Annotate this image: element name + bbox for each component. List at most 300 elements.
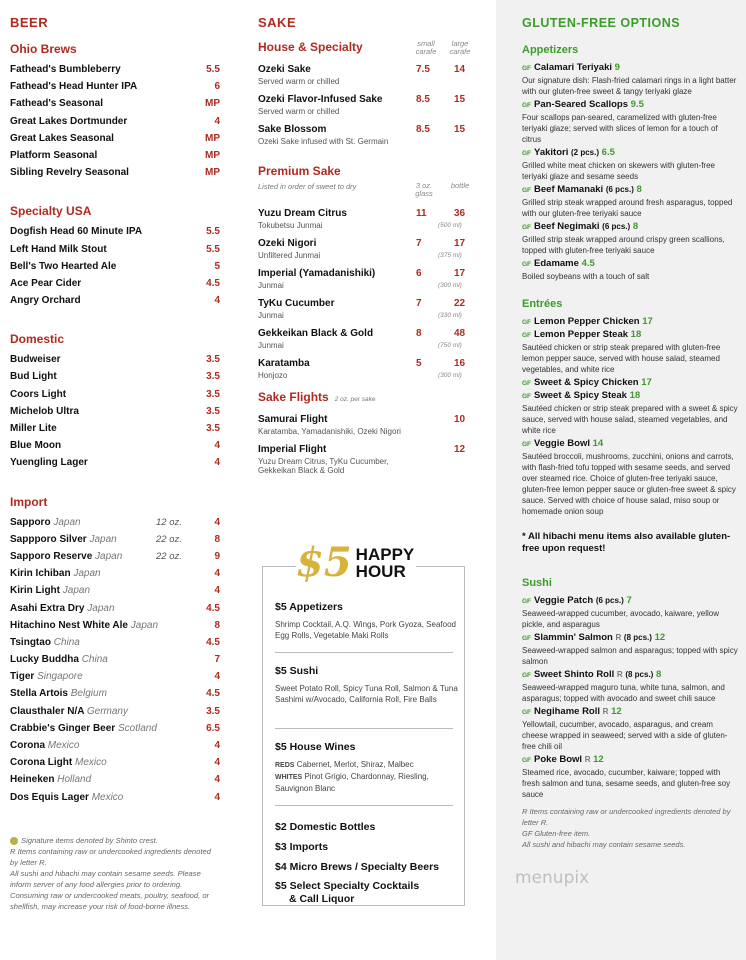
beer-item: [10, 133, 220, 150]
gf-item-title: [522, 258, 738, 271]
gf-item-price: 6.5: [601, 147, 615, 158]
beer-name-text: Miller Lite: [10, 423, 57, 434]
hh-extra: $2 Domestic Bottles: [275, 821, 376, 833]
beer-name: [10, 423, 57, 434]
beer-item: [10, 620, 220, 637]
sake-desc: Served warm or chilled: [258, 107, 340, 116]
beer-price: 5.5: [206, 64, 220, 75]
beer-name-text: Sapporo Reserve: [10, 550, 93, 562]
gf-item-name: Sweet Shinto Roll: [534, 669, 615, 680]
whites-list: Pinot Grigio, Chardonnay, Riesling, Sauvignon Blanc: [275, 772, 429, 793]
beer-origin: Mexico: [75, 757, 107, 769]
hh-appetizers: [275, 601, 465, 641]
beer-name-text: Tiger: [10, 671, 35, 683]
gf-item-desc: Seaweed-wrapped salmon and asparagus; topped with spicy salmon: [522, 646, 738, 666]
gf-item-price: 8: [636, 184, 642, 195]
hh-sushi: [275, 665, 465, 705]
flight-name: Samurai Flight: [258, 414, 328, 425]
beer-size: 22 oz.: [156, 533, 182, 545]
beer-name-text: Platform Seasonal: [10, 149, 98, 161]
gf-item-desc: Seaweed-wrapped maguro tuna, white tuna, salmon, and asparagus; topped with avocado and sweet chili sauce: [522, 683, 725, 703]
sake-desc: Honjozo: [258, 371, 288, 380]
beer-item: [10, 534, 220, 551]
beer-item: [10, 98, 220, 115]
beer-name: [10, 133, 114, 144]
beer-item: [10, 774, 220, 791]
beer-sections: [10, 42, 220, 809]
beer-origin: Japan: [62, 585, 91, 597]
beer-name-text: Tsingtao: [10, 636, 51, 648]
beer-price: MP: [205, 98, 220, 110]
gf-item-title: [522, 184, 738, 197]
beer-name: [10, 620, 158, 631]
gf-entree-title: [522, 377, 738, 390]
sake-price-large: 17: [454, 238, 466, 249]
beer-price: 7: [214, 654, 220, 666]
beer-name: [10, 440, 61, 451]
beer-name: [10, 637, 80, 648]
hh-sushi-title: $5 Sushi: [275, 665, 319, 677]
reds-list: Cabernet, Merlot, Shiraz, Malbec: [296, 760, 414, 769]
beer-column: [10, 0, 220, 912]
gf-tag: GF: [522, 224, 532, 231]
beer-price: 8: [214, 533, 220, 545]
hh-appetizers-title: $5 Appetizers: [275, 601, 343, 613]
gf-item-price: 12: [654, 632, 666, 643]
sake-name: Karatamba: [258, 358, 310, 369]
sake-bottle-size: (300 ml): [438, 372, 462, 379]
beer-item: [10, 389, 220, 406]
whites-label: WHITES: [275, 774, 303, 781]
gf-item-price: 12: [611, 706, 622, 717]
beer-price: 3.5: [206, 405, 220, 417]
beer-item: [10, 354, 220, 371]
sake-bottle-size: (500 ml): [438, 222, 462, 229]
sake-price-large: 17: [454, 268, 466, 279]
hh-sushi-desc: Sweet Potato Roll, Spicy Tuna Roll, Salmon & Tuna Sashimi w/Avocado, California Roll, Fire Balls: [275, 684, 458, 704]
beer-name: [10, 354, 61, 365]
gf-entree-name: Veggie Bowl: [534, 438, 590, 449]
sake-name: Yuzu Dream Citrus: [258, 208, 347, 219]
five-dollar-logo: $5: [296, 539, 352, 586]
beer-name: [10, 98, 103, 109]
beer-origin: Japan: [89, 533, 117, 545]
gf-entree-list: [522, 316, 738, 517]
beer-item: [10, 792, 220, 809]
beer-name: [10, 551, 122, 562]
gf-item-desc: Grilled white meat chicken on skewers with gluten-free teriyaki glaze and sesame seeds: [522, 161, 715, 181]
beer-item: [10, 671, 220, 688]
hibachi-note: * All hibachi menu items also available gluten-free upon request!: [522, 531, 731, 554]
beer-name-text: Clausthaler N/A: [10, 705, 85, 717]
beer-name: [10, 654, 108, 665]
gf-item-desc: Steamed rice, avocado, cucumber, kaiware; topped with fresh salmon and tuna, sesame seeds, and gluten-free soy sauce: [522, 768, 731, 799]
gf-item-qty: (6 pcs.): [602, 222, 631, 231]
gf-item-name: Poke Bowl: [534, 754, 583, 765]
beer-item: [10, 226, 220, 243]
gf-item-name: Calamari Teriyaki: [534, 62, 613, 73]
gf-entree-title: [522, 329, 738, 342]
beer-origin: China: [53, 636, 80, 648]
beer-item: [10, 423, 220, 440]
beer-name-text: Angry Orchard: [10, 295, 81, 307]
beer-name-text: Left Hand Milk Stout: [10, 243, 107, 255]
gf-item-name: Veggie Patch: [534, 595, 594, 606]
beer-origin: China: [81, 654, 108, 666]
beer-name: [10, 278, 81, 289]
gf-sushi-heading: Sushi: [522, 577, 552, 589]
gf-entree-name: Sweet & Spicy Chicken: [534, 377, 639, 388]
flight-item: [258, 444, 478, 478]
flight-price: 12: [454, 444, 466, 455]
beer-name-text: Dos Equis Lager: [10, 791, 89, 803]
sake-item: [258, 208, 478, 238]
beer-item: [10, 757, 220, 774]
beer-price: 3.5: [206, 705, 220, 717]
sake-name: Gekkeikan Black & Gold: [258, 328, 374, 339]
gf-tag: GF: [522, 380, 532, 387]
gf-tag: GF: [522, 102, 532, 109]
note-allergy: All sushi and hibachi may contain sesame seeds. Please inform server of any food allergies prior to ordering. Consuming raw or undercooked meats, poultry, seafood, or shellfish, may increase your risk of food-borne illness.: [10, 868, 210, 911]
beer-price: 4: [214, 585, 220, 597]
premium-sake-heading: Premium Sake: [258, 164, 341, 178]
beer-item: [10, 406, 220, 423]
gf-item-qty: (6 pcs.): [605, 185, 634, 194]
gf-item-title: [522, 595, 738, 608]
beer-name-text: Kirin Ichiban: [10, 568, 71, 580]
beer-item: [10, 295, 220, 312]
gf-tag: GF: [522, 672, 532, 679]
legend-notes: [10, 835, 220, 912]
gf-entree-name: Lemon Pepper Chicken: [534, 316, 640, 327]
beer-section-heading: Domestic: [10, 332, 65, 347]
sake-price-small: 7: [416, 298, 422, 309]
gf-item-desc: Grilled strip steak wrapped around crispy green scallions, topped with gluten-free teriyaki sauce: [522, 235, 725, 255]
sake-item: [258, 298, 478, 328]
gf-note: GF Gluten-free item.: [522, 829, 591, 838]
beer-name: [10, 389, 66, 400]
gf-item-qty: (6 pcs.): [595, 596, 624, 605]
gf-item-title: [522, 99, 738, 112]
sake-price-large: 22: [454, 298, 466, 309]
happy-hour-title-2: HOUR: [355, 562, 406, 581]
sake-price-small: 11: [416, 208, 427, 219]
beer-name: [10, 261, 116, 272]
sake-desc: Junmai: [258, 281, 284, 290]
beer-price: 9: [214, 550, 220, 562]
flight-desc: Karatamba, Yamadanishiki, Ozeki Nigori: [258, 427, 401, 436]
beer-name-text: Bud Light: [10, 371, 57, 383]
beer-name: [10, 757, 107, 768]
gf-entree-price: 14: [592, 438, 604, 449]
gf-item-desc: Grilled strip steak wrapped around fresh asparagus, topped with our gluten-free teriyaki sauce: [522, 198, 733, 218]
beer-price: 4: [214, 568, 220, 580]
beer-price: 4: [214, 671, 220, 683]
beer-name-text: Great Lakes Dortmunder: [10, 115, 128, 127]
sake-price-large: 15: [454, 94, 466, 105]
sake-price-small: 5: [416, 358, 422, 369]
house-specialty-heading: House & Specialty: [258, 40, 363, 54]
beer-name-text: Sappporo Silver: [10, 533, 87, 545]
hh-extra: & Call Liquor: [289, 893, 355, 905]
beer-name: [10, 244, 107, 255]
beer-item: [10, 585, 220, 602]
happy-hour-title-1: HAPPY: [355, 545, 415, 564]
note-signature: Signature items denoted by Shinto crest.: [21, 835, 158, 845]
beer-item: [10, 740, 220, 757]
gf-item-price: 9: [614, 62, 620, 73]
gf-item-price: 4.5: [581, 258, 595, 269]
beer-name-text: Kirin Light: [10, 585, 60, 597]
beer-name: [10, 534, 117, 545]
sake-price-small: 6: [416, 268, 422, 279]
beer-title: BEER: [10, 15, 49, 30]
beer-item: [10, 706, 220, 723]
sake-bottle-size: (330 ml): [438, 312, 462, 319]
sake-price-large: 14: [454, 64, 466, 75]
beer-item: [10, 517, 220, 534]
happy-hour-badge: [296, 538, 416, 588]
gf-item-desc: Four scallops pan-seared, caramelized with gluten-free teriyaki glaze; served with slices of lemon for a touch of citrus: [522, 113, 718, 144]
beer-item: [10, 244, 220, 261]
beer-origin: Belgium: [70, 688, 107, 700]
beer-price: 3.5: [206, 354, 220, 366]
beer-origin: Scotland: [117, 722, 157, 734]
beer-item: [10, 654, 220, 671]
beer-item: [10, 457, 220, 474]
flight-price: 10: [454, 414, 466, 425]
sake-flights-list: [258, 414, 478, 478]
flight-item: [258, 414, 478, 444]
beer-price: 4: [214, 774, 220, 786]
beer-name: [10, 671, 83, 682]
col-bottle: bottle: [450, 181, 470, 190]
beer-name-text: Budweiser: [10, 354, 61, 366]
note-raw: R Items containing raw or undercooked ingredients denoted by letter R.: [10, 846, 211, 867]
beer-name-text: Michelob Ultra: [10, 405, 79, 417]
beer-item: [10, 440, 220, 457]
sake-bottle-size: (300 ml): [438, 282, 462, 289]
gf-item-title: [522, 147, 738, 160]
beer-item: [10, 371, 220, 388]
beer-name-text: Blue Moon: [10, 440, 62, 452]
gf-item-name: Pan-Seared Scallops: [534, 99, 629, 110]
beer-origin: Holland: [57, 774, 92, 786]
beer-item: [10, 81, 220, 98]
gf-item-title: [522, 62, 738, 75]
sake-column: [258, 0, 478, 478]
gf-tag: GF: [522, 598, 532, 605]
beer-price: 4: [214, 791, 220, 803]
gf-item-name: Slammin' Salmon: [534, 632, 613, 643]
gf-item-price: 8: [655, 669, 662, 680]
sake-item: [258, 94, 478, 124]
beer-price: 3.5: [206, 388, 220, 400]
gf-item-price: 7: [626, 595, 632, 606]
gf-item-desc: Our signature dish: Flash-fried calamari rings in a light batter with our gluten-free sweet & tangy teriyaki glaze: [522, 76, 737, 96]
sake-item: [258, 64, 478, 94]
beer-size: 12 oz.: [156, 516, 182, 528]
col-glass: 3 oz. glass: [415, 181, 433, 198]
gf-item-qty: (8 pcs.): [625, 670, 654, 679]
beer-origin: Japan: [73, 568, 101, 580]
beer-name-text: Dogfish Head 60 Minute IPA: [10, 226, 143, 238]
gf-entree-desc: Sautéed broccoli, mushrooms, zucchini, onions and carrots, with flash-fried tofu topped with sesame seeds, and served over steamed rice. Choice of gluten-free teriyaki sauce, gluten-free lemon pepper sauce or gluten-free sweet & spicy sauce. Served with choice of house salad, miso soup or homemade onion soup: [522, 452, 736, 516]
beer-name: [10, 688, 107, 699]
gf-item-name: Beef Mamanaki: [534, 184, 604, 195]
shinto-crest-icon: [10, 837, 18, 845]
beer-price: 4.5: [206, 602, 220, 614]
beer-item: [10, 261, 220, 278]
gf-entree-price: 18: [630, 329, 642, 340]
beer-name-text: Sibling Revelry Seasonal: [10, 167, 129, 179]
beer-name-text: Ace Pear Cider: [10, 277, 82, 289]
sake-desc: Unfiltered Junmai: [258, 251, 321, 260]
gf-entree-price: 17: [642, 316, 653, 327]
sake-price-small: 8: [416, 328, 422, 339]
beer-name: [10, 295, 81, 306]
beer-name: [10, 150, 97, 161]
beer-price: 3.5: [206, 371, 220, 383]
hh-extra: $5 Select Specialty Cocktails: [275, 880, 420, 892]
beer-price: 4: [214, 440, 220, 452]
sake-price-large: 36: [454, 208, 466, 219]
sake-price-large: 15: [454, 124, 466, 135]
beer-item: [10, 64, 220, 81]
beer-origin: Mexico: [47, 740, 80, 751]
beer-item: [10, 723, 220, 740]
beer-price: MP: [205, 167, 220, 179]
sake-flights-heading: Sake Flights: [258, 390, 329, 404]
beer-name-text: Bell's Two Hearted Ale: [10, 260, 117, 272]
beer-name-text: Stella Artois: [10, 688, 68, 700]
beer-name: [10, 740, 79, 751]
beer-name: [10, 81, 137, 92]
beer-price: 6.5: [206, 722, 220, 734]
beer-name: [10, 585, 90, 596]
gf-entree-title: [522, 316, 738, 329]
sake-name: Ozeki Nigori: [258, 238, 317, 249]
beer-price: 4.5: [206, 277, 220, 289]
beer-item: [10, 688, 220, 705]
sake-bottle-size: (375 ml): [438, 252, 462, 259]
beer-name-text: Sapporo: [10, 516, 51, 528]
beer-section-heading: Specialty USA: [10, 204, 92, 219]
gf-entree-title: [522, 438, 738, 451]
sake-name: TyKu Cucumber: [258, 298, 335, 309]
col-small-carafe: small carafe: [415, 39, 437, 56]
divider: [275, 728, 453, 729]
house-sake-list: [258, 64, 478, 154]
beer-price: 5: [214, 260, 220, 272]
gf-entree-price: 17: [641, 377, 652, 388]
gf-item-title: [522, 221, 738, 234]
beer-name-text: Asahi Extra Dry: [10, 602, 85, 614]
sake-item: [258, 124, 478, 154]
gf-item-qty: (2 pcs.): [571, 148, 600, 157]
beer-origin: Germany: [86, 705, 128, 717]
beer-name: [10, 226, 142, 237]
gf-item-title: [522, 632, 738, 645]
gf-tag: GF: [522, 393, 532, 400]
gf-tag: GF: [522, 261, 532, 268]
beer-name-text: Yuengling Lager: [10, 457, 88, 469]
sake-name: Ozeki Sake: [258, 64, 311, 75]
sake-price-large: 16: [454, 358, 466, 369]
beer-name-text: Fathead's Seasonal: [10, 98, 103, 110]
sake-desc: Tokubetsu Junmai: [258, 221, 323, 230]
beer-name: [10, 371, 57, 382]
beer-origin: Japan: [95, 550, 123, 562]
beer-price: 3.5: [206, 423, 220, 434]
raw-tag: R: [616, 670, 623, 679]
beer-price: 4.5: [206, 688, 220, 700]
sake-name: Ozeki Flavor-Infused Sake: [258, 94, 383, 105]
sake-desc: Served warm or chilled: [258, 77, 340, 86]
hh-extras: [275, 817, 465, 906]
beer-item: [10, 551, 220, 568]
gf-entree-name: Lemon Pepper Steak: [534, 329, 629, 340]
beer-name: [10, 723, 157, 734]
beer-name-text: Corona: [10, 740, 45, 751]
sake-price-small: 8.5: [416, 124, 430, 135]
sake-name: Sake Blossom: [258, 124, 327, 135]
gf-tag: GF: [522, 332, 532, 339]
gf-item-desc: Yellowtail, cucumber, avocado, asparagus, and cream cheese wrapped in seaweed; served with a side of gluten-free chili oil: [522, 720, 728, 751]
beer-name-text: Coors Light: [10, 388, 67, 400]
sake-item: [258, 358, 478, 388]
sake-item: [258, 328, 478, 358]
beer-price: 4.5: [206, 636, 220, 648]
gf-note: All sushi and hibachi may contain sesame seeds.: [522, 840, 686, 849]
sake-title: SAKE: [258, 15, 297, 30]
gf-entree-desc: Sautéed chicken or strip steak prepared with gluten-free lemon pepper sauce, served with house salad, steamed vegetables, and white rice: [522, 343, 721, 374]
sake-price-small: 7.5: [416, 64, 430, 75]
beer-price: 6: [214, 81, 220, 93]
beer-name-text: Fathead's Head Hunter IPA: [10, 81, 138, 93]
beer-name-text: Fathead's Bumbleberry: [10, 64, 121, 75]
beer-price: 4: [214, 740, 220, 751]
gf-tag: GF: [522, 709, 532, 716]
sake-name: Imperial (Yamadanishiki): [258, 268, 376, 279]
beer-name: [10, 167, 129, 178]
sake-price-small: 8.5: [416, 94, 430, 105]
gluten-free-column: [496, 0, 746, 960]
sake-desc: Junmai: [258, 341, 284, 350]
gf-item-name: Yakitori: [534, 147, 569, 158]
sake-desc: Junmai: [258, 311, 284, 320]
beer-name: [10, 792, 123, 803]
sake-bottle-size: (750 ml): [438, 342, 462, 349]
beer-name-text: Great Lakes Seasonal: [10, 132, 114, 144]
beer-price: MP: [205, 132, 220, 144]
gf-sushi-list: [522, 595, 738, 800]
beer-item: [10, 167, 220, 184]
reds-label: REDS: [275, 762, 295, 769]
beer-size: 22 oz.: [156, 550, 182, 562]
gf-tag: GF: [522, 441, 532, 448]
beer-name: [10, 603, 115, 614]
beer-name-text: Hitachino Nest White Ale: [10, 619, 128, 631]
beer-name-text: Crabbie's Ginger Beer: [10, 722, 116, 734]
gf-item-name: Edamame: [534, 258, 579, 269]
premium-sake-list: [258, 208, 478, 388]
beer-price: 8: [214, 619, 220, 631]
hh-extra: $4 Micro Brews / Specialty Beers: [275, 861, 439, 873]
beer-name: [10, 116, 127, 127]
gf-item-name: Beef Negimaki: [534, 221, 600, 232]
gf-item-desc: Seaweed-wrapped cucumber, avocado, kaiware, yellow pickle, and asparagus: [522, 609, 719, 629]
